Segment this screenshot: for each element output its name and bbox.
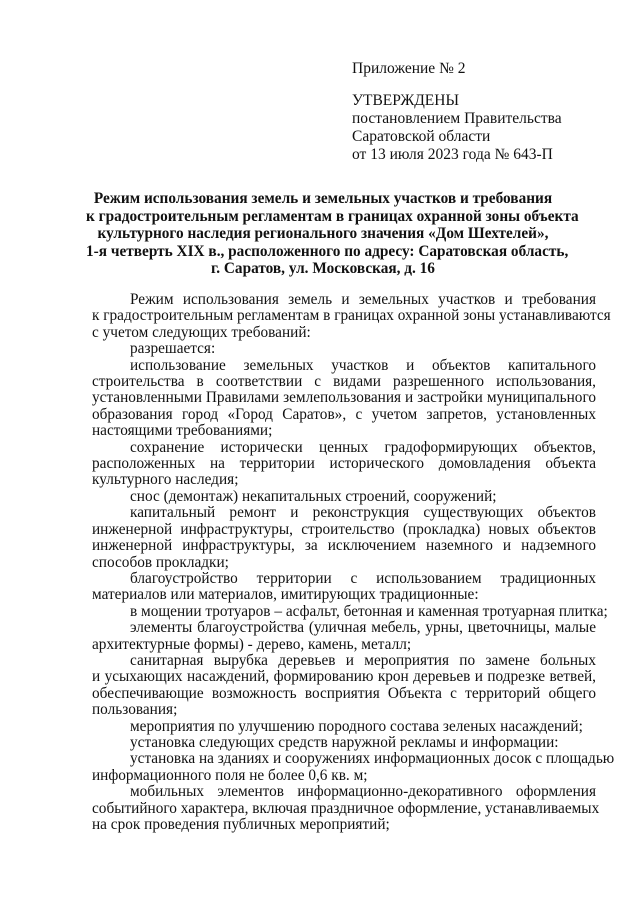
- body-paragraph: [92, 291, 611, 341]
- paragraph-line: благоустройство территории с использованием традиционных: [130, 569, 596, 587]
- paragraph-line: использование земельных участков и объектов капитального: [130, 356, 596, 374]
- paragraph-line: к градостроительным регламентам в границах охранной зоны устанавливаются: [92, 307, 611, 325]
- paragraph-line: установка на зданиях и сооружениях информационных досок с площадью: [130, 750, 615, 768]
- paragraph-line: на срок проведения публичных мероприятий;: [92, 816, 390, 833]
- body-paragraph: [92, 653, 596, 719]
- approval-line: постановлением Правительства: [352, 110, 562, 127]
- paragraph-line: снос (демонтаж) некапитальных строений, сооружений;: [130, 487, 497, 505]
- paragraph-line: настоящими требованиями;: [92, 422, 273, 440]
- title-line: к градостроительным регламентам в границах охранной зоны объекта: [86, 207, 579, 225]
- paragraph-line: архитектурные формы) - дерево, камень, металл;: [92, 635, 412, 653]
- approval-block: [352, 92, 562, 164]
- paragraph-line: установленными Правилами землепользования и застройки муниципального: [92, 389, 596, 407]
- paragraph-line: способов прокладки;: [92, 553, 229, 571]
- paragraph-line: обеспечивающие возможность восприятия Объекта с территорий общего: [92, 684, 596, 702]
- title-line: Режим использования земель и земельных участков и требования: [93, 190, 553, 207]
- approval-line: Саратовской области: [352, 128, 491, 145]
- body-paragraph: [92, 783, 600, 833]
- paragraph-line: мероприятия по улучшению породного состава зеленых насаждений;: [130, 717, 583, 735]
- appendix-number: Приложение № 2: [352, 60, 466, 77]
- paragraph-line: с учетом следующих требований:: [92, 323, 311, 341]
- body-paragraph: [92, 341, 596, 357]
- paragraph-line: Режим использования земель и земельных участков и требования: [130, 291, 596, 308]
- paragraph-line: и усыхающих насаждений, формированию крон деревьев и подрезке ветвей,: [92, 668, 596, 686]
- body-paragraph: [92, 358, 596, 440]
- paragraph-line: в мощении тротуаров – асфальт, бетонная и каменная тротуарная плитка;: [130, 602, 608, 620]
- body-paragraph: [92, 719, 596, 735]
- paragraph-line: сохранение исторически ценных градоформирующих объектов,: [130, 438, 596, 456]
- paragraph-line: событийного характера, включая праздничное оформление, устанавливаемых: [92, 799, 600, 817]
- body-paragraph: [92, 602, 608, 620]
- body-paragraph: [92, 489, 596, 505]
- paragraph-line: инженерной инфраструктуры, строительство (прокладка) новых объектов: [92, 520, 596, 538]
- body-paragraph: [92, 750, 615, 784]
- paragraph-line: материалов или материалов, имитирующих традиционные:: [92, 586, 479, 604]
- paragraph-line: расположенных на территории исторического домовладения объекта: [92, 455, 596, 473]
- body-paragraph: [92, 440, 596, 489]
- title-line: 1-я четверть XIX в., расположенного по адресу: Саратовская область,: [86, 242, 569, 260]
- title-line: г. Саратов, ул. Московская, д. 16: [211, 260, 435, 278]
- paragraph-line: инженерной инфраструктуры, за исключением наземного и надземного: [92, 537, 596, 555]
- document-title: [86, 190, 579, 278]
- paragraph-line: элементы благоустройства (уличная мебель, урны, цветочницы, малые: [130, 619, 596, 637]
- paragraph-line: разрешается:: [130, 340, 216, 358]
- paragraph-line: капитальный ремонт и реконструкция существующих объектов: [130, 504, 596, 522]
- document-body: [92, 291, 615, 833]
- approval-line: от 13 июля 2023 года № 643-П: [352, 146, 553, 163]
- approval-heading: УТВЕРЖДЕНЫ: [352, 92, 459, 109]
- body-paragraph: [92, 571, 596, 604]
- body-paragraph: [92, 735, 596, 751]
- paragraph-line: образования город «Город Саратов», с учетом запретов, установленных: [92, 405, 596, 423]
- paragraph-line: установка следующих средств наружной рекламы и информации:: [130, 733, 559, 751]
- paragraph-line: строительства в соответствии с видами разрешенного использования,: [92, 373, 596, 391]
- paragraph-line: пользования;: [92, 701, 178, 719]
- body-paragraph: [92, 505, 596, 571]
- title-line: культурного наследия регионального значения «Дом Шехтелей»,: [97, 225, 549, 243]
- paragraph-line: информационного поля не более 0,6 кв. м;: [92, 766, 368, 784]
- paragraph-line: культурного наследия;: [92, 471, 239, 489]
- paragraph-line: санитарная вырубка деревьев и мероприятия по замене больных: [130, 651, 596, 669]
- paragraph-line: мобильных элементов информационно-декоративного оформления: [130, 783, 596, 801]
- body-paragraph: [92, 620, 596, 653]
